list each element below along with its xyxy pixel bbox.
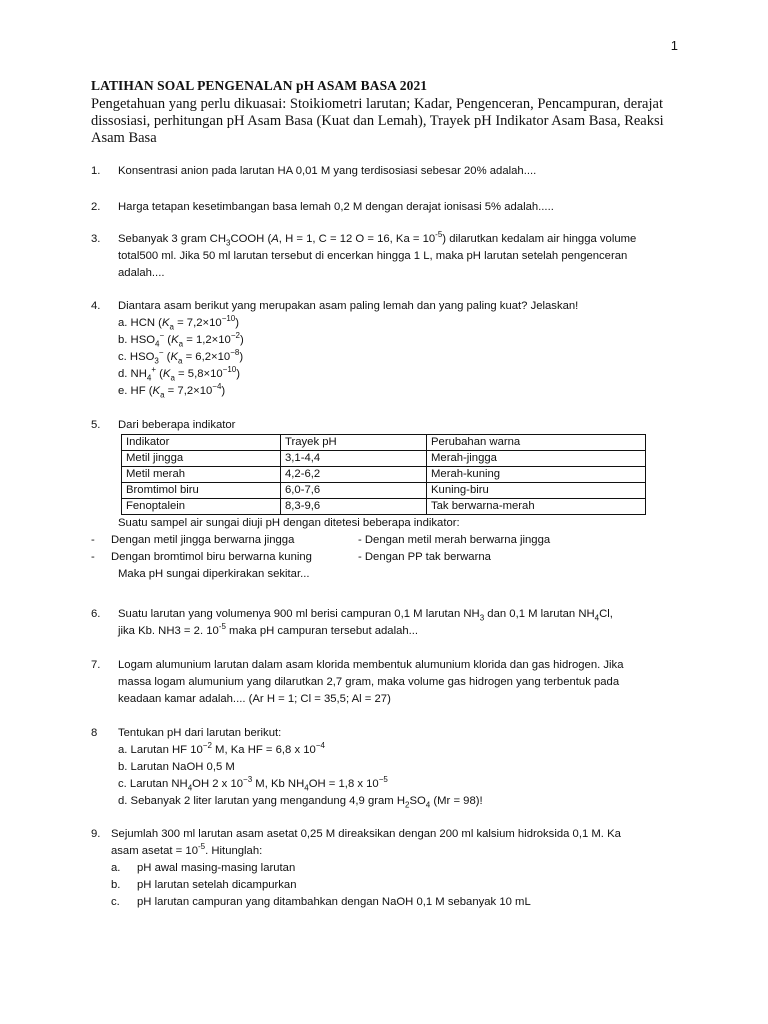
table-row <box>122 451 646 467</box>
table-header: Perubahan warna <box>427 435 646 451</box>
question-8 <box>91 725 691 810</box>
question-number: 5. <box>91 419 101 431</box>
question-text-line: total500 ml. Jika 50 ml larutan tersebut di encerkan hingga 1 L, maka pH larutan setelah pengenceran <box>118 250 628 262</box>
question-7 <box>91 657 691 708</box>
sub-question: b. pH larutan setelah dicampurkan <box>111 879 297 891</box>
question-text-line: asam asetat = $10^{-5}$. Hitunglah: <box>111 842 263 857</box>
sub-question: a. pH awal masing-masing larutan <box>111 862 296 874</box>
table-cell: 3,1-4,4 <box>281 451 427 467</box>
question-text-line: jika Kb. NH3 = 2. $10^{-5}$ maka pH campuran tersebut adalah... <box>118 622 419 637</box>
question-9 <box>91 826 691 911</box>
question-number: 1. <box>91 165 101 177</box>
question-5 <box>91 417 691 583</box>
table-row <box>122 467 646 483</box>
question-3 <box>91 231 691 282</box>
table-cell: Merah-kuning <box>427 467 646 483</box>
question-number: 4. <box>91 300 101 312</box>
question-text: Suatu sampel air sungai diuji pH dengan ditetesi beberapa indikator: <box>118 517 460 529</box>
table-cell: Fenoptalein <box>122 499 281 515</box>
answer-option: b. $HSO_4^-$ $(K_a = 1,2\times 10^{-2})$ <box>118 331 244 349</box>
question-2 <box>91 199 691 216</box>
question-4 <box>91 298 691 400</box>
answer-option: a. HCN $(K_a = 7,2\times 10^{-10})$ <box>118 314 240 332</box>
question-1 <box>91 163 691 180</box>
table-header-row <box>122 435 646 451</box>
question-number: 3. <box>91 233 101 245</box>
question-text: Diantara asam berikut yang merupakan asam paling lemah dan yang paling kuat? Jelaskan! <box>118 300 579 312</box>
indicator-table <box>121 434 646 515</box>
question-number: 2. <box>91 201 101 213</box>
question-number: 6. <box>91 608 101 620</box>
table-row <box>122 483 646 499</box>
table-cell: 6,0-7,6 <box>281 483 427 499</box>
question-text: Dari beberapa indikator <box>118 419 236 431</box>
observation-text: Dengan bromtimol biru berwarna kuning <box>111 551 312 563</box>
question-text-line: Sebanyak 3 gram $CH_3COOH$ (A, H = 1, C = 12 O = 16, $Ka = 10^{-5}$) dilarutkan kedalam air hingga volume <box>118 230 637 248</box>
question-text-line: Suatu larutan yang volumenya 900 ml berisi campuran 0,1 M larutan $NH_3$ dan 0,1 M larutan $NH_4Cl$, <box>118 608 613 623</box>
question-text-line: keadaan kamar adalah.... (Ar H = 1; Cl = 35,5; Al = 27) <box>118 693 391 705</box>
question-text-line: Sejumlah 300 ml larutan asam asetat 0,25 M direaksikan dengan 200 ml kalsium hidroksida 0,1 M. Ka <box>111 828 621 840</box>
table-header: Indikator <box>122 435 281 451</box>
table-cell: 8,3-9,6 <box>281 499 427 515</box>
bullet-dash: - <box>91 551 95 563</box>
question-text-line: adalah.... <box>118 267 165 279</box>
table-row <box>122 499 646 515</box>
question-number: 9. <box>91 828 101 840</box>
question-text: Harga tetapan kesetimbangan basa lemah 0,2 M dengan derajat ionisasi 5% adalah..... <box>118 201 554 213</box>
question-text: Maka pH sungai diperkirakan sekitar... <box>118 568 310 580</box>
observation-row <box>91 549 664 566</box>
bullet-dash: - <box>91 534 95 546</box>
table-cell: Kuning-biru <box>427 483 646 499</box>
question-6 <box>91 606 691 640</box>
document-subtitle: Pengetahuan yang perlu dikuasai: Stoikiometri larutan; Kadar, Pengenceran, Pencampuran, derajat dissosiasi, perhitungan pH Asam Basa (Kuat dan Lemah), Trayek pH Indikator Asam Basa, Reaksi Asam Basa <box>91 96 664 146</box>
answer-option: e. HF $(K_a = 7,2\times 10^{-4})$ <box>118 382 226 400</box>
table-cell: Merah-jingga <box>427 451 646 467</box>
table-cell: Bromtimol biru <box>122 483 281 499</box>
observation-text: - Dengan PP tak berwarna <box>358 551 491 563</box>
table-cell: Metil jingga <box>122 451 281 467</box>
question-text-line: massa logam alumunium yang dilarutkan 2,7 gram, maka volume gas hidrogen yang terbentuk pada <box>118 676 620 688</box>
document-title: LATIHAN SOAL PENGENALAN pH ASAM BASA 2021 <box>91 78 428 93</box>
observation-text: - Dengan metil merah berwarna jingga <box>358 534 551 546</box>
table-cell: 4,2-6,2 <box>281 467 427 483</box>
answer-option: c. $HSO_3^-$ $(K_a = 6,2\times 10^{-8})$ <box>118 348 244 366</box>
table-cell: Tak berwarna-merah <box>427 499 646 515</box>
header <box>91 78 691 147</box>
table-cell: Metil merah <box>122 467 281 483</box>
table-header: Trayek pH <box>281 435 427 451</box>
page-number: 1 <box>670 38 678 53</box>
answer-option: d. $NH_4^+$ $(K_a = 5,8\times 10^{-10})$ <box>118 365 241 383</box>
sub-question: a. Larutan HF $10^{-2}$ M, Ka HF = 6,8 x $10^{-4}$ <box>118 741 325 756</box>
question-number: 7. <box>91 659 101 671</box>
sub-question: c. pH larutan campuran yang ditambahkan dengan NaOH 0,1 M sebanyak 10 mL <box>111 896 531 908</box>
question-text: Tentukan pH dari larutan berikut: <box>118 727 282 739</box>
observation-row <box>91 532 664 549</box>
question-text-line: Logam alumunium larutan dalam asam klorida membentuk alumunium klorida dan gas hidrogen. Jika <box>118 659 624 671</box>
question-text: Konsentrasi anion pada larutan HA 0,01 M yang terdisosiasi sebesar 20% adalah.... <box>118 165 537 177</box>
sub-question: b. Larutan NaOH 0,5 M <box>118 761 235 773</box>
question-number: 8 <box>91 727 98 739</box>
sub-question: d. Sebanyak 2 liter larutan yang mengandung 4,9 gram $H_2SO_4$ (Mr = 98)! <box>118 795 483 810</box>
observation-text: Dengan metil jingga berwarna jingga <box>111 534 295 546</box>
sub-question: c. Larutan $NH_4OH$ 2 x $10^{-3}$ M, Kb $NH_4OH = 1,8$ x $10^{-5}$ <box>118 775 388 793</box>
